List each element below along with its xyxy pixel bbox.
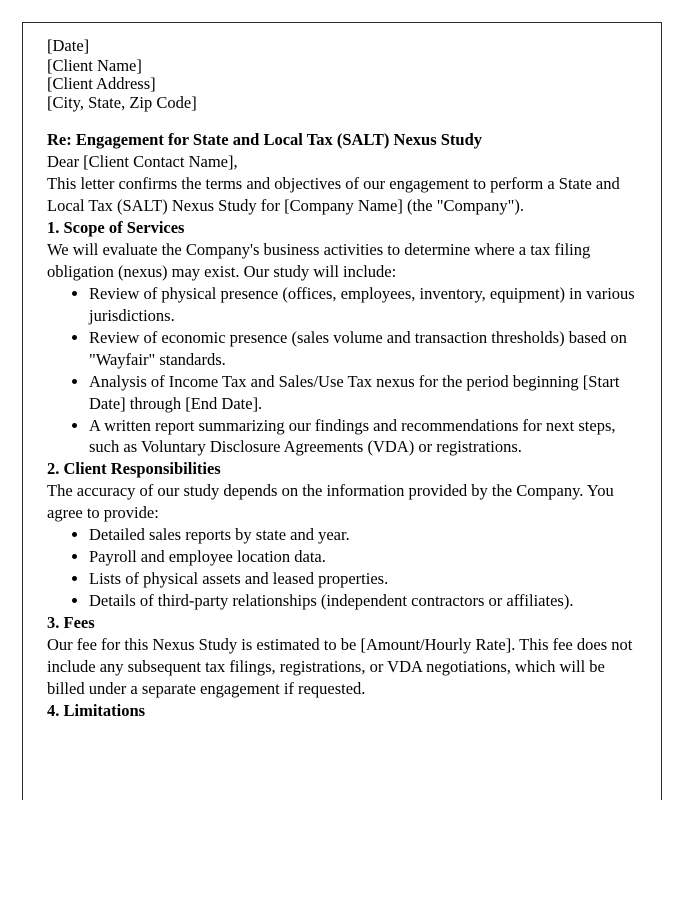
section-heading-limitations: 4. Limitations bbox=[47, 700, 146, 720]
recipient-address: [Client Address] bbox=[47, 74, 156, 94]
salutation: Dear [Client Contact Name], bbox=[47, 152, 238, 172]
section-body-client-responsibilities: The accuracy of our study depends on the information provided by the Company. You agree to provide: bbox=[47, 481, 614, 523]
recipient-city-state-zip: [City, State, Zip Code] bbox=[47, 92, 197, 112]
recipient-address-block bbox=[47, 57, 639, 112]
list-item: • A written report summarizing our findings and recommendations for next steps, such as Voluntary Disclosure Agreements (VDA) or registrations. bbox=[89, 415, 639, 459]
list-item: • Analysis of Income Tax and Sales/Use Tax nexus for the period beginning [Start Date] through [End Date]. bbox=[89, 371, 639, 415]
list-item: • Review of physical presence (offices, employees, inventory, equipment) in various jurisdictions. bbox=[89, 283, 639, 327]
list-item: • Detailed sales reports by state and year. bbox=[89, 524, 639, 546]
section-heading-scope-of-services: 1. Scope of Services bbox=[47, 218, 185, 238]
section-body-fees: Our fee for this Nexus Study is estimated to be [Amount/Hourly Rate]. This fee does not include any subsequent tax filings, registrations, or VDA negotiations, which will be billed under a separate engagement if requested. bbox=[47, 634, 633, 698]
list-item: • Payroll and employee location data. bbox=[89, 546, 639, 568]
section-heading-fees: 3. Fees bbox=[47, 612, 95, 632]
document-page bbox=[22, 22, 662, 800]
intro-paragraph: This letter confirms the terms and objectives of our engagement to perform a State and Local Tax (SALT) Nexus Study for [Company Name] (the "Company"). bbox=[47, 174, 620, 216]
list-item: • Details of third-party relationships (independent contractors or affiliates). bbox=[89, 590, 639, 612]
clipped-next-section-heading-wrapper bbox=[47, 700, 639, 720]
list-item: • Review of economic presence (sales volume and transaction thresholds) based on "Wayfair" standards. bbox=[89, 327, 639, 371]
date-line: [Date] bbox=[47, 36, 90, 55]
section-body-scope-of-services: We will evaluate the Company's business activities to determine where a tax filing obligation (nexus) may exist. Our study will include: bbox=[47, 240, 591, 281]
section-heading-client-responsibilities: 2. Client Responsibilities bbox=[47, 459, 221, 479]
recipient-name: [Client Name] bbox=[47, 55, 142, 75]
document-body bbox=[47, 35, 639, 720]
section-list-client-responsibilities bbox=[47, 524, 639, 612]
section-list-scope-of-services bbox=[47, 283, 639, 459]
list-item: • Lists of physical assets and leased properties. bbox=[89, 568, 639, 590]
subject-line: Re: Engagement for State and Local Tax (SALT) Nexus Study bbox=[47, 130, 483, 150]
